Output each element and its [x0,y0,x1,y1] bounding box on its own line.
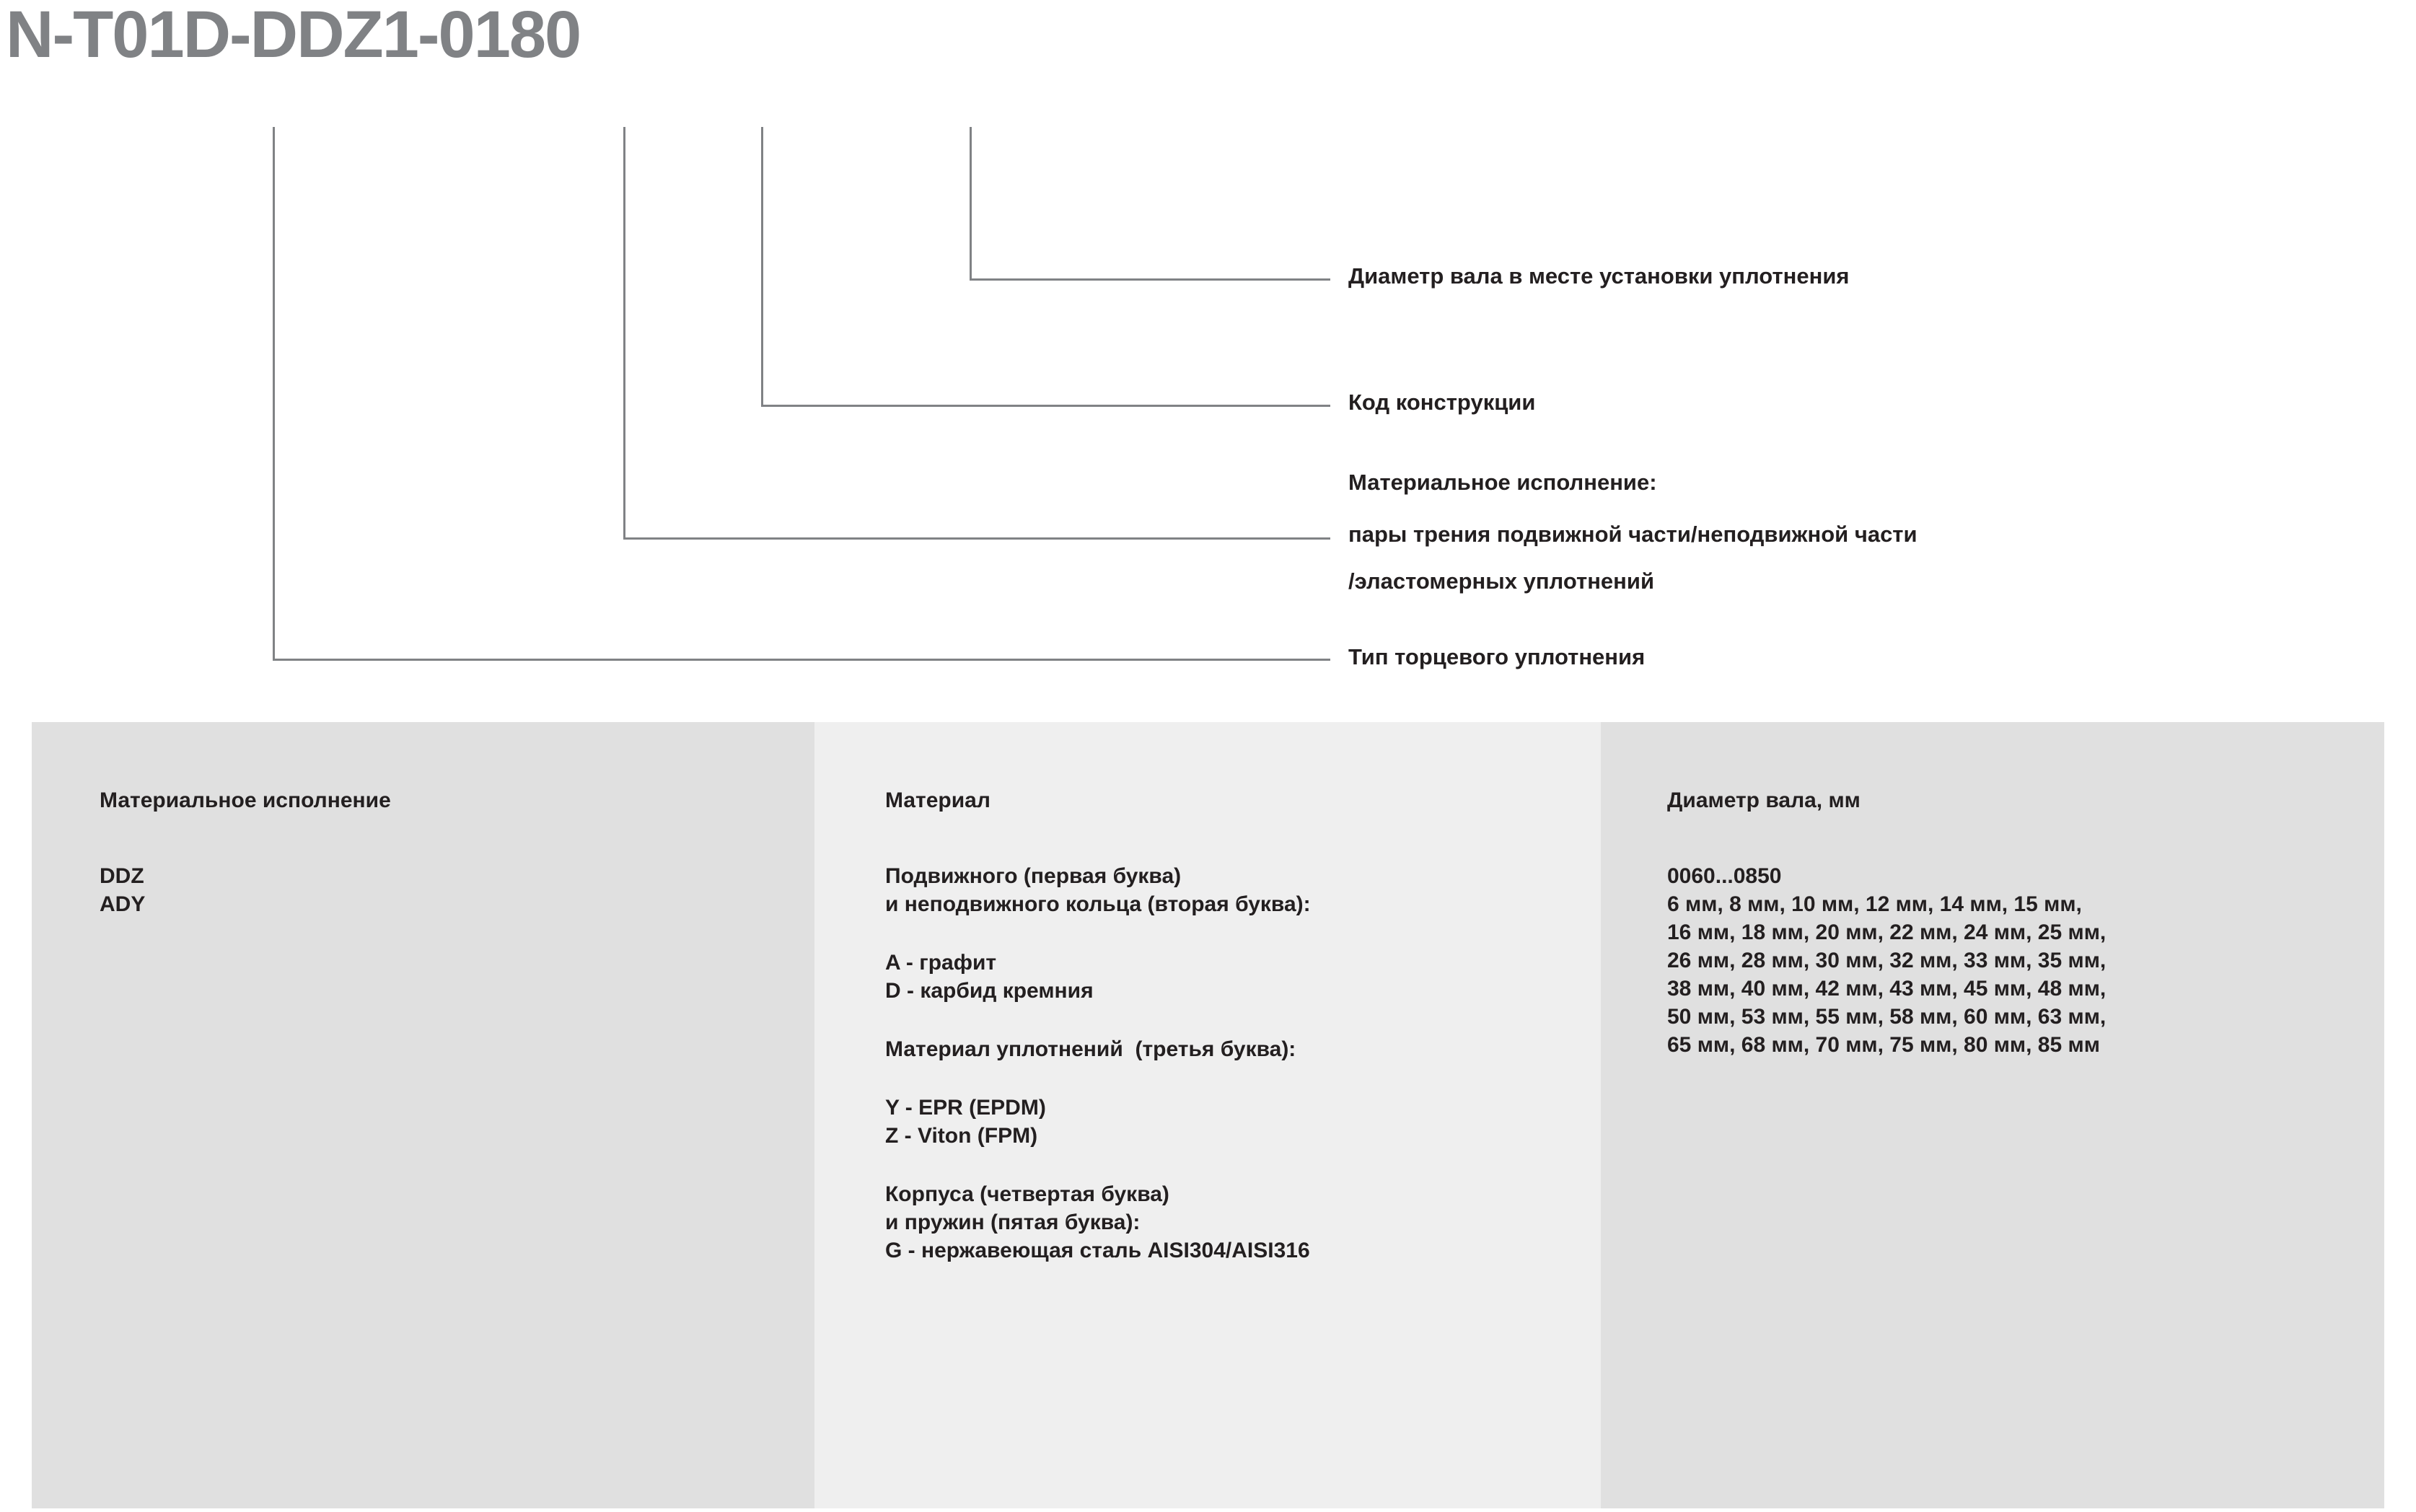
material-group-1-item-1: A - графит [885,951,997,975]
material-group-1-item-2: D - карбид кремния [885,979,1094,1003]
callout-seal-type: Тип торцевого уплотнения [1348,644,1646,669]
shaft-diameter-values-line-5: 50 мм, 53 мм, 55 мм, 58 мм, 60 мм, 63 мм, [1667,1005,2107,1029]
shaft-diameter-values-line-4: 38 мм, 40 мм, 42 мм, 43 мм, 45 мм, 48 мм, [1667,977,2107,1001]
callout-shaft-diameter: Диаметр вала в месте установки уплотнения [1348,263,1850,289]
shaft-diameter-values-line-1: 6 мм, 8 мм, 10 мм, 12 мм, 14 мм, 15 мм, [1667,892,2082,916]
leader-line-seal-type-horizontal [273,659,1330,661]
specification-panel [32,722,2384,1508]
column-material-design [32,722,814,1508]
material-design-code-ady: ADY [100,892,146,916]
leader-line-seal-type-vertical [273,127,275,661]
shaft-diameter-values-line-6: 65 мм, 68 мм, 70 мм, 75 мм, 80 мм, 85 мм [1667,1033,2100,1057]
material-group-3-title-line1: Корпуса (четвертая буква) [885,1182,1169,1206]
callout-construction-code: Код конструкции [1348,390,1536,415]
material-group-2-item-2: Z - Viton (FPM) [885,1124,1038,1148]
material-group-2-item-1: Y - EPR (EPDM) [885,1096,1046,1120]
leader-line-construction-code-horizontal [761,405,1330,407]
column-material-design-heading: Материальное исполнение [100,788,391,812]
shaft-diameter-values-line-2: 16 мм, 18 мм, 20 мм, 22 мм, 24 мм, 25 мм, [1667,920,2107,944]
shaft-diameter-range: 0060...0850 [1667,864,1782,888]
material-group-3-item-1: G - нержавеющая сталь AISI304/AISI316 [885,1239,1310,1262]
material-group-1-title-line2: и неподвижного кольца (вторая буква): [885,892,1311,916]
material-group-2-title-line1: Материал уплотнений (третья буква): [885,1037,1296,1061]
leader-line-material-design-horizontal [623,537,1330,540]
leader-line-shaft-diameter-vertical [970,127,972,281]
leader-line-material-design-vertical [623,127,625,540]
shaft-diameter-values-line-3: 26 мм, 28 мм, 30 мм, 32 мм, 33 мм, 35 мм, [1667,949,2107,972]
column-shaft-diameter [1601,722,2384,1508]
callout-material-design-line2: пары трения подвижной части/неподвижной части [1348,522,1918,547]
column-shaft-diameter-heading: Диаметр вала, мм [1667,788,1861,812]
part-code-title: N-T01D-DDZ1-0180 [6,0,581,71]
leader-line-construction-code-vertical [761,127,763,407]
column-material-heading: Материал [885,788,990,812]
leader-line-shaft-diameter-horizontal [970,278,1330,281]
material-design-code-ddz: DDZ [100,864,144,888]
callout-material-design-line3: /эластомерных уплотнений [1348,568,1654,594]
callout-material-design-line1: Материальное исполнение: [1348,470,1657,495]
material-group-1-title-line1: Подвижного (первая буква) [885,864,1182,888]
material-group-3-title-line2: и пружин (пятая буква): [885,1210,1141,1234]
column-material [814,722,1601,1508]
